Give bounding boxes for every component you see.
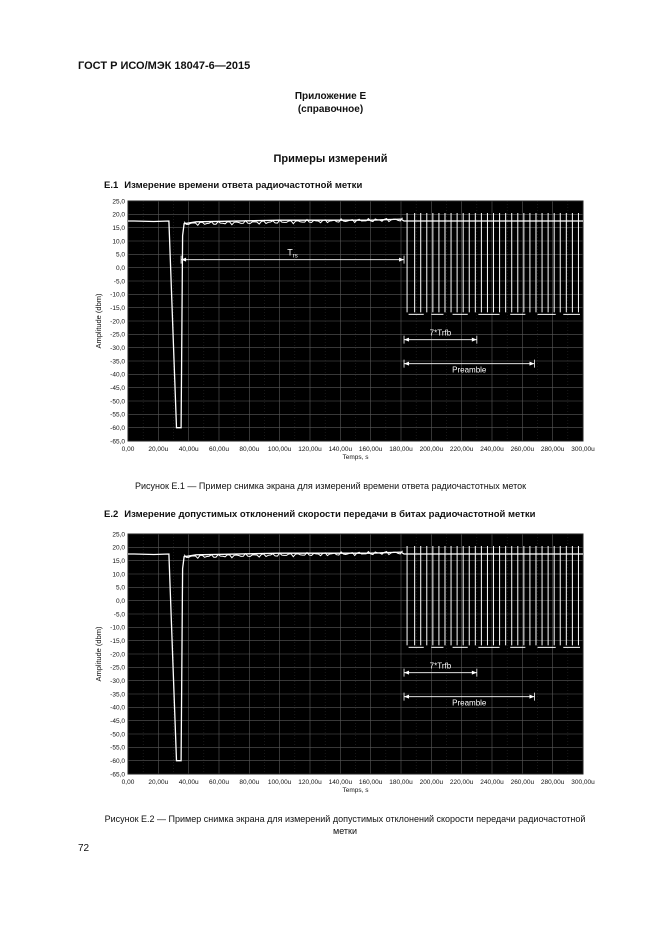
preamble-label: Preamble <box>452 698 487 708</box>
x-tick-label: 60,00u <box>209 779 229 786</box>
x-tick-label: 200,00u <box>419 446 444 453</box>
x-tick-label: 200,00u <box>419 779 444 786</box>
y-tick-label: 15,0 <box>112 224 125 232</box>
y-tick-label: -65,0 <box>110 438 125 446</box>
y-tick-label: -45,0 <box>110 384 125 392</box>
figure1-oscillogram-chart <box>0 195 661 470</box>
figure2-caption-line2: метки <box>333 826 357 836</box>
y-tick-label: -35,0 <box>110 358 125 366</box>
section-title: Примеры измерений <box>273 153 388 165</box>
y-tick-label: -30,0 <box>110 344 125 352</box>
x-tick-label: 0,00 <box>121 779 135 786</box>
y-tick-label: -10,0 <box>110 624 125 632</box>
y-tick-label: 5,0 <box>115 251 125 259</box>
y-tick-label: 0,0 <box>115 597 125 605</box>
x-tick-label: 180,00u <box>389 446 413 453</box>
x-tick-label: 260,00u <box>510 779 535 786</box>
x-tick-label: 100,00u <box>267 446 292 453</box>
y-axis-label: Amplitude (dbm) <box>94 293 103 349</box>
x-tick-label: 140,00u <box>328 446 353 453</box>
trfb-label: 7*Trfb <box>429 661 452 671</box>
x-tick-label: 240,00u <box>480 779 504 786</box>
y-tick-label: -55,0 <box>110 411 125 419</box>
y-tick-label: 25,0 <box>112 198 125 206</box>
y-tick-label: 20,0 <box>112 544 125 552</box>
x-tick-labels <box>122 779 595 786</box>
y-tick-label: -40,0 <box>110 704 125 712</box>
y-tick-label: -50,0 <box>110 398 125 406</box>
y-axis-label: Amplitude (dbm) <box>94 626 103 682</box>
x-tick-label: 100,00u <box>267 779 292 786</box>
figure2-oscillogram-chart <box>0 528 661 803</box>
x-tick-label: 20,00u <box>148 779 169 786</box>
y-tick-label: -20,0 <box>110 318 125 326</box>
x-tick-label: 20,00u <box>148 446 169 453</box>
x-tick-label: 160,00u <box>358 779 383 786</box>
x-axis-label: Temps, s <box>342 787 369 794</box>
x-tick-label: 280,00u <box>540 446 565 453</box>
x-tick-label: 80,00u <box>239 779 260 786</box>
annex-heading <box>0 90 661 116</box>
annex-note: (справочное) <box>297 104 364 115</box>
annex-title: Приложение Е <box>294 91 367 102</box>
y-tick-label: -60,0 <box>110 757 125 765</box>
y-tick-label: -55,0 <box>110 744 125 752</box>
y-tick-label: 10,0 <box>112 571 125 579</box>
x-tick-label: 180,00u <box>389 779 413 786</box>
figure2-subheading-text: Измерение допустимых отклонений скорости передачи в битах радиочастотной метки <box>124 509 536 520</box>
x-tick-label: 60,00u <box>209 446 229 453</box>
x-axis-label: Temps, s <box>342 454 369 461</box>
figure2-subheading <box>104 509 535 520</box>
y-tick-label: 25,0 <box>112 531 125 539</box>
x-tick-label: 300,00u <box>571 779 595 786</box>
x-tick-label: 120,00u <box>298 446 322 453</box>
trfb-label: 7*Trfb <box>429 328 452 338</box>
y-tick-labels <box>110 531 125 778</box>
x-tick-label: 240,00u <box>480 446 504 453</box>
y-tick-label: -10,0 <box>110 291 125 299</box>
figure1-subheading-text: Измерение времени ответа радиочастотной метки <box>124 180 363 191</box>
x-tick-label: 40,00u <box>178 446 199 453</box>
y-tick-label: -30,0 <box>110 677 125 685</box>
y-tick-label: -50,0 <box>110 731 125 739</box>
x-tick-label: 300,00u <box>571 446 595 453</box>
y-tick-labels <box>110 198 125 445</box>
y-tick-label: -65,0 <box>110 771 125 779</box>
document-header: ГОСТ Р ИСО/МЭК 18047-6—2015 <box>78 60 251 72</box>
figure1-subheading <box>104 180 362 191</box>
y-tick-label: 20,0 <box>112 211 125 219</box>
y-tick-label: -40,0 <box>110 371 125 379</box>
x-tick-label: 0,00 <box>121 446 135 453</box>
x-tick-label: 220,00u <box>449 779 474 786</box>
y-tick-label: -5,0 <box>113 611 125 619</box>
y-tick-label: -45,0 <box>110 717 125 725</box>
figure2-caption <box>60 813 630 837</box>
preamble-label: Preamble <box>452 365 487 375</box>
y-tick-label: -35,0 <box>110 691 125 699</box>
x-tick-label: 80,00u <box>239 446 260 453</box>
page-number: 72 <box>78 843 90 854</box>
x-tick-label: 140,00u <box>328 779 353 786</box>
trs-label: $T_{rs}$ <box>287 247 298 260</box>
y-tick-label: -15,0 <box>110 637 125 645</box>
x-tick-label: 40,00u <box>178 779 199 786</box>
x-tick-label: 160,00u <box>358 446 383 453</box>
y-tick-label: 15,0 <box>112 557 125 565</box>
x-tick-label: 120,00u <box>298 779 322 786</box>
x-tick-label: 280,00u <box>540 779 565 786</box>
y-tick-label: -15,0 <box>110 304 125 312</box>
x-tick-label: 260,00u <box>510 446 535 453</box>
figure2-subheading-number: Е.2 <box>104 509 119 520</box>
figure1-subheading-number: Е.1 <box>104 180 119 191</box>
y-tick-label: -60,0 <box>110 424 125 432</box>
x-tick-labels <box>122 446 595 453</box>
y-tick-label: -20,0 <box>110 651 125 659</box>
figure1-caption: Рисунок Е.1 — Пример снимка экрана для измерений времени ответа радиочастотных меток <box>134 481 527 491</box>
figure2-caption-line1: Рисунок Е.2 — Пример снимка экрана для измерений допустимых отклонений скорости передачи радиочастотной <box>104 814 586 824</box>
y-tick-label: -25,0 <box>110 664 125 672</box>
x-tick-label: 220,00u <box>449 446 474 453</box>
y-tick-label: -5,0 <box>113 278 125 286</box>
y-tick-label: -25,0 <box>110 331 125 339</box>
y-tick-label: 0,0 <box>115 264 125 272</box>
y-tick-label: 5,0 <box>115 584 125 592</box>
y-tick-label: 10,0 <box>112 238 125 246</box>
